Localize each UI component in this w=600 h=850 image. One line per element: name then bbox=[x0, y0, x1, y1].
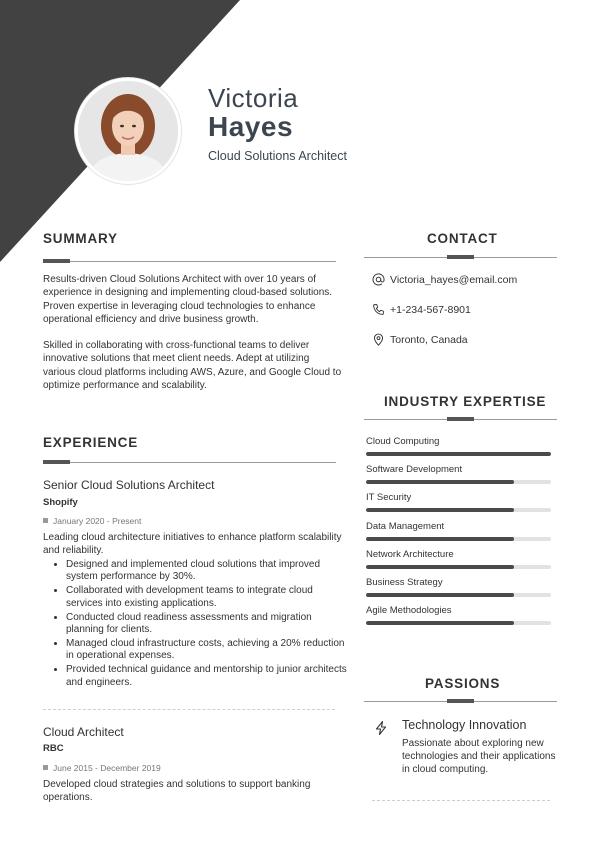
contact-location: Toronto, Canada bbox=[372, 333, 468, 347]
job-2-date: June 2015 - December 2019 bbox=[43, 763, 161, 773]
job-1-description: Leading cloud architecture initiatives to enhance platform scalability and reliability. bbox=[43, 532, 342, 557]
skill-label: Network Architecture bbox=[366, 548, 454, 560]
lightning-icon bbox=[373, 720, 389, 736]
job-1-title: Senior Cloud Solutions Architect bbox=[43, 478, 215, 492]
list-item: • Conducted cloud readiness assessments and migration planning for clients. bbox=[66, 612, 351, 637]
skill-bar-fill bbox=[366, 593, 514, 597]
skill-bar-track bbox=[366, 452, 551, 456]
first-name: Victoria bbox=[208, 83, 299, 113]
skill-bar-track bbox=[366, 593, 551, 597]
expertise-divider-accent bbox=[447, 417, 474, 421]
passion-description: Passionate about exploring new technologies and their applications in cloud computing. bbox=[402, 738, 556, 775]
skill-bar-track bbox=[366, 537, 551, 541]
job-1-bullets bbox=[55, 559, 351, 691]
experience-divider-accent bbox=[43, 460, 70, 464]
skill-label: Data Management bbox=[366, 520, 445, 532]
job-2-description: Developed cloud strategies and solutions to support banking operations. bbox=[43, 779, 311, 804]
list-item: • Collaborated with development teams to integrate cloud services into existing applications. bbox=[66, 585, 351, 610]
skill-bar-fill bbox=[366, 621, 514, 625]
skill-bar-track bbox=[366, 508, 551, 512]
job-2-company: RBC bbox=[43, 743, 64, 754]
skill-bar-fill bbox=[366, 565, 514, 569]
skill-bar-track bbox=[366, 480, 551, 484]
contact-phone[interactable]: +1-234-567-8901 bbox=[372, 303, 471, 317]
skill-bar-fill bbox=[366, 508, 514, 512]
job-title: Cloud Solutions Architect bbox=[208, 149, 347, 163]
experience-divider bbox=[43, 462, 336, 463]
passion-title: Technology Innovation bbox=[402, 718, 527, 732]
contact-heading: CONTACT bbox=[427, 231, 498, 246]
skill-bar-fill bbox=[366, 480, 514, 484]
phone-icon bbox=[372, 303, 385, 316]
list-item: • Designed and implemented cloud solutions that improved system performance by 30%. bbox=[66, 559, 351, 584]
date-marker-icon bbox=[43, 765, 48, 770]
passion-separator bbox=[372, 800, 550, 801]
job-1-company: Shopify bbox=[43, 497, 78, 508]
summary-divider-accent bbox=[43, 259, 70, 263]
experience-heading: EXPERIENCE bbox=[43, 435, 139, 450]
location-pin-icon bbox=[372, 333, 385, 346]
list-item: • Provided technical guidance and mentorship to junior architects and engineers. bbox=[66, 664, 351, 689]
profile-photo bbox=[78, 81, 178, 181]
job-1-date: January 2020 - Present bbox=[43, 516, 141, 526]
expertise-heading: INDUSTRY EXPERTISE bbox=[384, 394, 547, 409]
contact-email[interactable]: Victoria_hayes@email.com bbox=[372, 273, 517, 287]
at-icon bbox=[372, 273, 385, 286]
skill-label: IT Security bbox=[366, 492, 412, 504]
avatar bbox=[75, 78, 181, 184]
list-item: • Managed cloud infrastructure costs, achieving a 20% reduction in operational expenses. bbox=[66, 638, 351, 663]
summary-paragraph-2: Skilled in collaborating with cross-functional teams to deliver innovative solutions that meet client needs. Adept at utilizing various cloud platforms including AWS, Azure, and Google Cloud to optimize performance and scalability. bbox=[43, 340, 342, 391]
contact-divider-accent bbox=[447, 255, 474, 259]
passions-heading: PASSIONS bbox=[425, 676, 501, 691]
date-marker-icon bbox=[43, 518, 48, 523]
skill-bar-fill bbox=[366, 537, 514, 541]
summary-paragraph-1: Results-driven Cloud Solutions Architect with over 10 years of experience in designing and implementing cloud-based solutions. Proven expertise in leveraging cloud technologies to enhance operational efficiency and drive business growth. bbox=[43, 274, 333, 325]
skill-label: Business Strategy bbox=[366, 577, 443, 588]
job-2-title: Cloud Architect bbox=[43, 725, 124, 739]
summary-heading: SUMMARY bbox=[43, 231, 118, 246]
summary-divider bbox=[43, 261, 336, 262]
skill-bar-fill bbox=[366, 452, 551, 456]
skill-label: Agile Methodologies bbox=[366, 605, 452, 617]
skill-label: Software Development bbox=[366, 464, 463, 476]
skill-label: Cloud Computing bbox=[366, 436, 440, 447]
last-name: Hayes bbox=[208, 111, 294, 142]
skill-bar-track bbox=[366, 565, 551, 569]
passions-divider-accent bbox=[447, 699, 474, 703]
skill-bar-track bbox=[366, 621, 551, 625]
job-separator bbox=[43, 709, 335, 710]
